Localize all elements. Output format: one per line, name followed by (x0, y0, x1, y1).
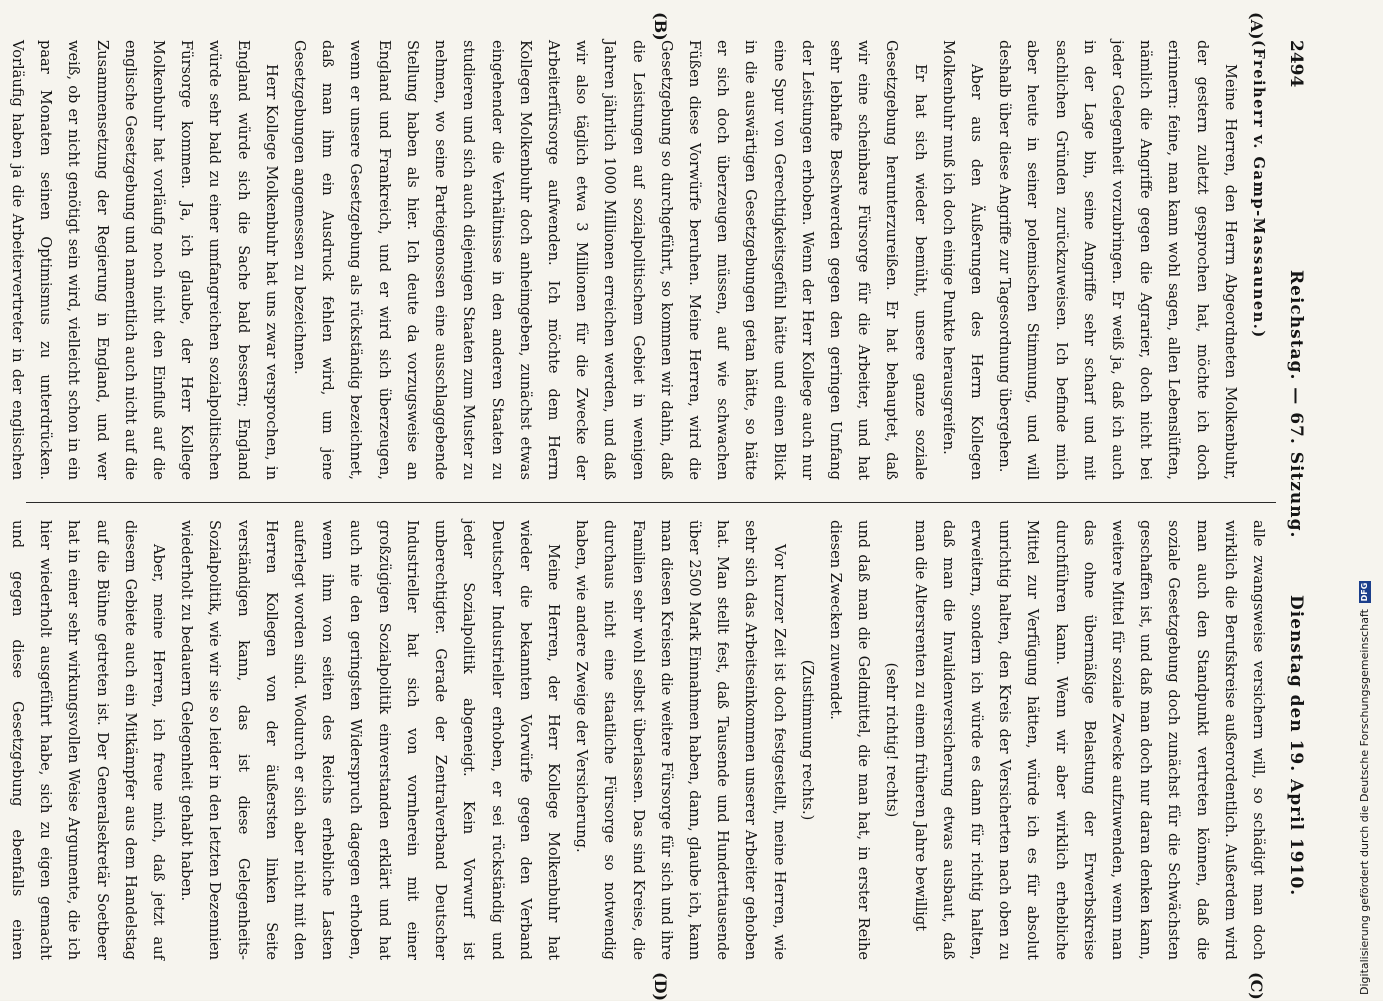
running-header (1278, 40, 1310, 970)
paragraph: Meine Herren, den Herrn Abgeordneten Molkenbuhr, der gestern zuletzt gesprochen hat, möchte ich doch erinnern: feine, man kann wohl sagen, allen Lebenslüften, nämlich die Angriffe gegen die Agrarier, doch nicht bei jeder Gelegenheit vorzubringen. Er weiß ja, daß ich auch in der Lage bin, seine Angriffe sehr scharf und mit sachlichen Gründen zurückzuweisen. Ich befinde mich aber heute in seiner polemischen Stimmung, und will deshalb über diese Angriffe zur Tagesordnung übergehen. (996, 40, 1239, 480)
digitization-credit (1354, 395, 1376, 995)
margin-marker-d: (D) (651, 972, 670, 1001)
paragraph: und daß man die Geldmittel, die man hat, in erster Reihe diesen Zwecken zuwendet. (826, 520, 873, 960)
paragraph: Herr Kollege Molkenbuhr hat uns zwar versprochen, in England würde sich die Sache bald bessern; England würde sehr bald zu einer umfangreichen sozialpolitischen Fürsorge kommen. Ja, ich glaube, der Herr Kollege Molkenbuhr hat vorläufig noch nicht den Einfluß auf die englische Gesetzgebung und namentlich auch nicht auf die Zusammensetzung der Regierung in England, und wer weiß, ob er nicht genötigt sein wird, vielleicht schon in ein paar Monaten seinen Optimismus zu unterdrücken. Vorläufig haben ja die Arbeitervertreter in der englischen (9, 40, 280, 480)
interjection: (sehr richtig! rechts) (883, 662, 901, 818)
margin-marker-a: (A) (1247, 12, 1266, 40)
right-column (9, 520, 1272, 960)
paragraph: Meine Herren, der Herr Kollege Molkenbuhr hat wieder die bekannten Vorwürfe gegen den Verband Deutscher Industrieller erhoben, er sei rückständig und jeder Sozialpolitik abgeneigt. Kein Vorwurf ist unberechtigter. Gerade der Zentralverband Deutscher Industrieller hat sich von vornherein mit einer großzügigen Sozialpolitik einverstanden erklärt und hat auch nie den geringsten Widerspruch dagegen erhoben, wenn ihm von seiten des Reichs erhebliche Lasten auferlegt worden sind. Wodurch er sich aber nicht mit den Herren Kollegen von der äußersten linken Seite verständigen kann, das ist diese Gelegenheits-Sozialpolitik, wie wir sie so leider in den letzten Dezennien wiederholt zu bedauern Gelegenheit gehabt haben. (178, 520, 562, 960)
paragraph: Er hat sich wieder bemüht, unsere ganze soziale Gesetzgebung herunterzureißen. Er hat behauptet, daß wir eine scheinbare Fürsorge für die Arbeiter, und hat sehr lebhafte Beschwerden gegen den geringen Umfang der Leistungen erhoben. Wenn der Herr Kollege auch nur eine Spur von Gerechtigkeitsgefühl hätte und einen Blick in die auswärtigen Gesetzgebungen getan hätte, so hätte er sich doch überzeugen müssen, auf wie schwachen Füßen diese Vorwürfe beruhen. Meine Herren, wird die Gesetzgebung so durchgeführt, so kommen wir dahin, daß die Leistungen auf sozialpolitischem Gebiet in wenigen Jahren jährlich 1000 Millionen erreichen werden, und daß wir also täglich etwa 3 Millionen für die Zwecke der Arbeiterfürsorge aufwenden. Ich möchte dem Herrn Kollegen Molkenbuhr doch anheimgeben, zunächst etwas eingehender die Verhältnisse in den anderen Staaten zu studieren und sich auch diejenigen Staaten zum Muster zu nehmen, wo seine Parteigenossen eine ausschlaggebende Stellung haben als hier. Ich deute da vorzugsweise an England und Frankreich, und er wird sich überzeugen, wenn er unsere Gesetzgebung als rückständig bezeichnet, daß man ihm ein Ausdruck fehlen wird, um jene Gesetzgebungen angemessen zu bezeichnen. (291, 40, 929, 480)
margin-marker-b: (B) (651, 12, 670, 41)
paragraph: Vor kurzer Zeit ist doch festgestellt, meine Herren, wie sehr sich das Arbeitseinkommen unserer Arbeiter gehoben hat. Man stellt fest, daß Tausende und Hunderttausende über 2500 Mark Einnahmen haben, dann, glaube ich, kann man diesen Kreisen die weitere Fürsorge für sich und ihre Familien sehr wohl selbst überlassen. Das sind Kreise, die durchaus nicht eine staatliche Fürsorge so notwendig haben, wie andere Zweige der Versicherung. (573, 520, 788, 960)
paragraph: Aber, meine Herren, ich freue mich, daß jetzt auf diesem Gebiete auch ein Mitkämpfer aus dem Handelstag auf die Bühne getreten ist. Der Generalsekretär Soetbeer hat in einer sehr wirkungsvollen Weise Argumente, die ich hier wiederholt ausgeführt habe, sich zu eigen gemacht und gegen diese Gesetzgebung ebenfalls einen (9, 520, 168, 960)
rotated-text-sheet (9, 12, 1310, 1001)
column-divider (26, 502, 1276, 503)
dfg-logo: DFG (1360, 582, 1369, 602)
credit-text: Digitalisierung gefördert durch die Deutsche Forschungsgemeinschaft (1358, 609, 1371, 995)
margin-marker-c: (C) (1247, 972, 1266, 1000)
speaker-name: (Freiherr v. Gamp-Massaunen.) (1250, 40, 1267, 339)
page-number: 2494 (1286, 40, 1306, 88)
paragraph: Aber aus den Äußerungen des Herrn Kollegen Molkenbuhr muß ich doch einige Punkte herausgreifen. (939, 40, 985, 480)
session-date: Dienstag den 19. April 1910. (1286, 595, 1306, 897)
interjection: (Zustimmung rechts.) (798, 659, 816, 821)
session-title: Reichstag. — 67. Sitzung. (1286, 270, 1306, 539)
paragraph: alle zwangsweise versichern will, so schädigt man doch wirklich die Berufskreise außerordentlich. Außerdem wird man auch den Standpunkt vertreten können, daß die soziale Gesetzgebung doch zunächst für die Schwächsten geschaffen ist, und daß man doch nur daran denken kann, weitere Mittel für soziale Zwecke aufzuwenden, wenn man das ohne übermäßige Belastung der Erwerbskreise durchführen kann. Wenn wir aber wirklich erhebliche Mittel zur Verfügung hätten, würde ich es für absolut unrichtig halten, den Kreis der Versicherten nach oben zu erweitern, sondern ich würde es dann für richtig halten, daß man die Invalidenversicherung etwas ausbaut, daß man die Altersrenten zu einem früheren Jahre bewilligt (911, 520, 1267, 960)
left-column (9, 40, 1272, 480)
